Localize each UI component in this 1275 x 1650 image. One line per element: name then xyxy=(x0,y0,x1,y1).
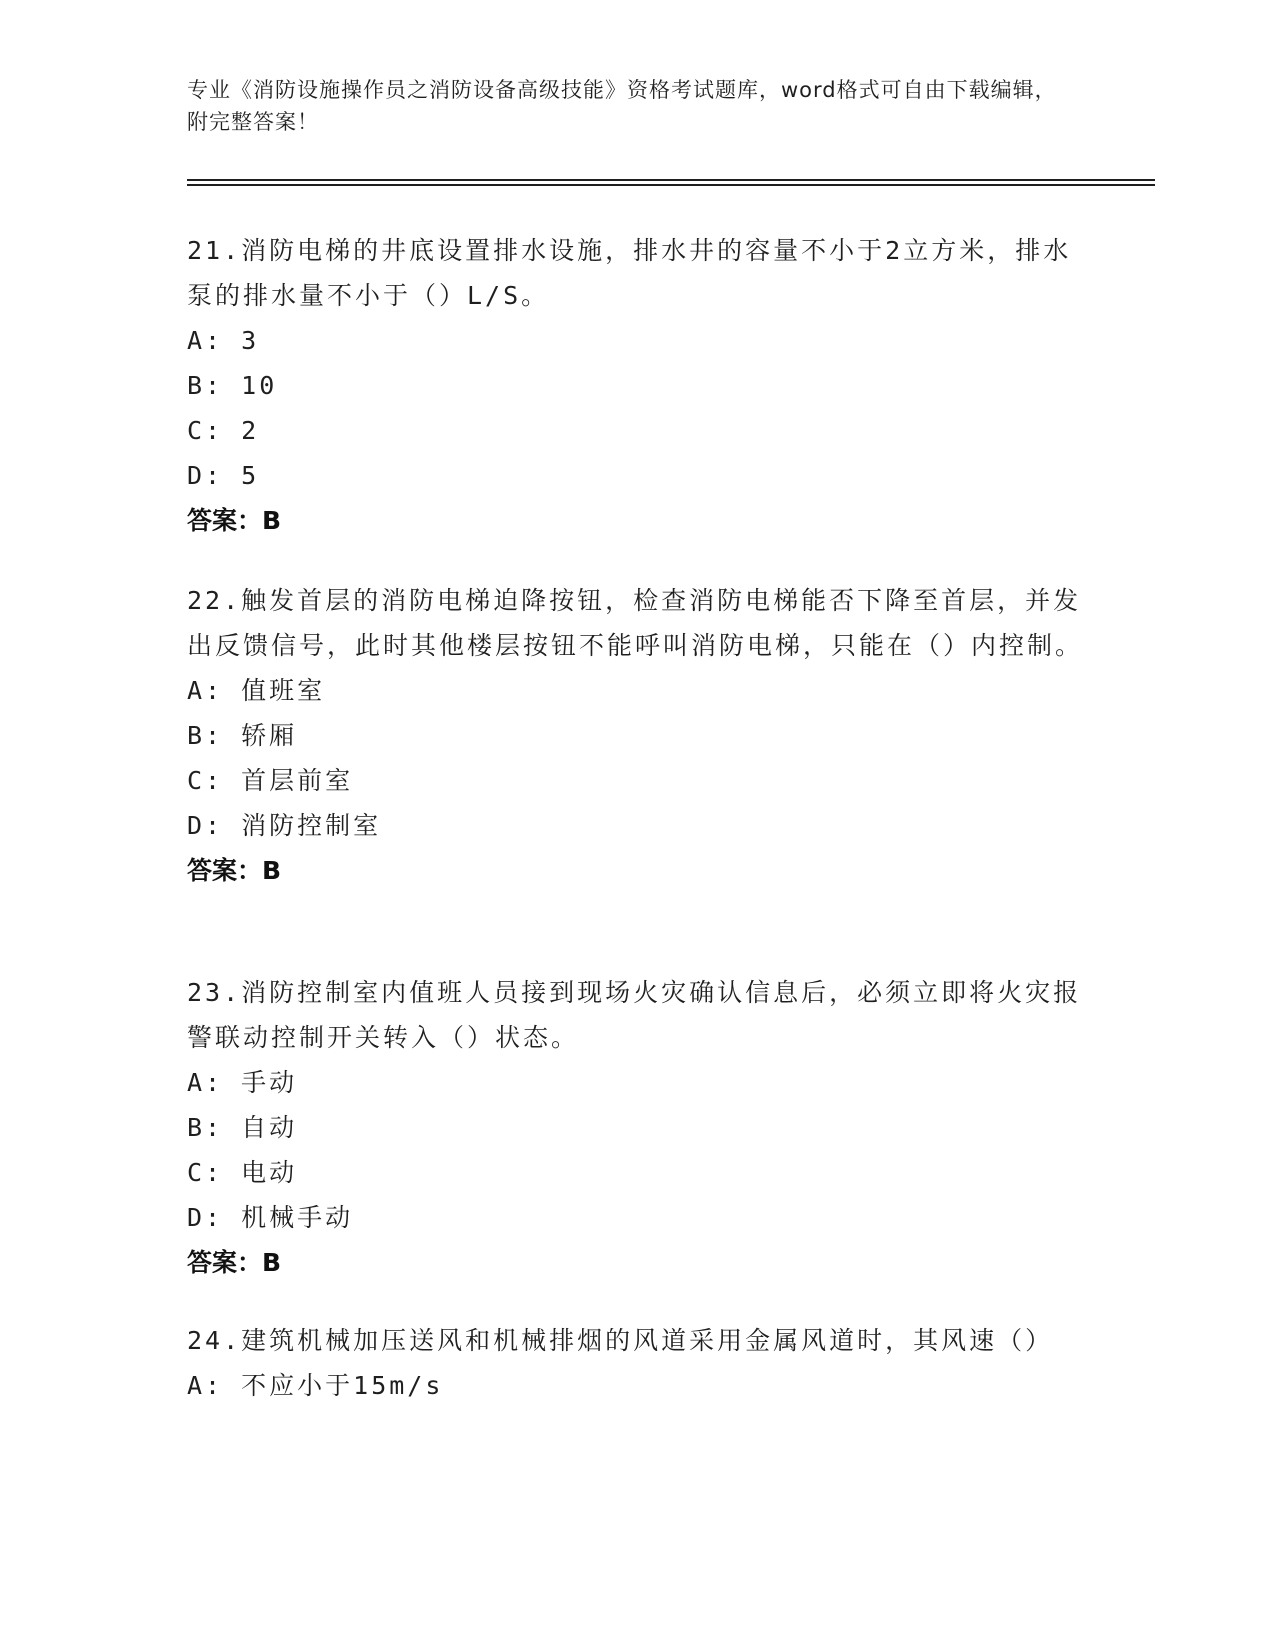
answer: 答案：B xyxy=(187,856,282,885)
option-d: D: 消防控制室 xyxy=(187,811,382,840)
question-21 xyxy=(187,228,1087,543)
question-24 xyxy=(187,1318,1087,1408)
question-text: 22.触发首层的消防电梯迫降按钮，检查消防电梯能否下降至首层，并发出反馈信号，此时其他楼层按钮不能呼叫消防电梯，只能在（）内控制。 xyxy=(187,586,1084,660)
question-23 xyxy=(187,970,1087,1285)
option-a: A: 手动 xyxy=(187,1068,298,1097)
question-text: 23.消防控制室内值班人员接到现场火灾确认信息后，必须立即将火灾报警联动控制开关转入（）状态。 xyxy=(187,978,1082,1052)
answer: 答案：B xyxy=(187,506,282,535)
option-c: C: 2 xyxy=(187,416,260,445)
option-a: A: 值班室 xyxy=(187,676,326,705)
option-a: A: 3 xyxy=(187,326,260,355)
option-b: B: 10 xyxy=(187,371,278,400)
header-rule-bottom xyxy=(187,184,1155,186)
document-header: 专业《消防设施操作员之消防设备高级技能》资格考试题库，word格式可自由下载编辑，附完整答案！ xyxy=(187,78,1057,134)
option-a: A: 不应小于15m/s xyxy=(187,1371,444,1400)
option-b: B: 自动 xyxy=(187,1113,298,1142)
header-rule-top xyxy=(187,179,1155,181)
question-text: 21.消防电梯的井底设置排水设施，排水井的容量不小于2立方米，排水泵的排水量不小于（）L/S。 xyxy=(187,236,1072,310)
question-text: 24.建筑机械加压送风和机械排烟的风道采用金属风道时，其风速（） xyxy=(187,1326,1054,1355)
option-d: D: 5 xyxy=(187,461,260,490)
question-22 xyxy=(187,578,1087,893)
option-c: C: 首层前室 xyxy=(187,766,354,795)
option-c: C: 电动 xyxy=(187,1158,298,1187)
answer: 答案：B xyxy=(187,1248,282,1277)
option-b: B: 轿厢 xyxy=(187,721,298,750)
option-d: D: 机械手动 xyxy=(187,1203,354,1232)
